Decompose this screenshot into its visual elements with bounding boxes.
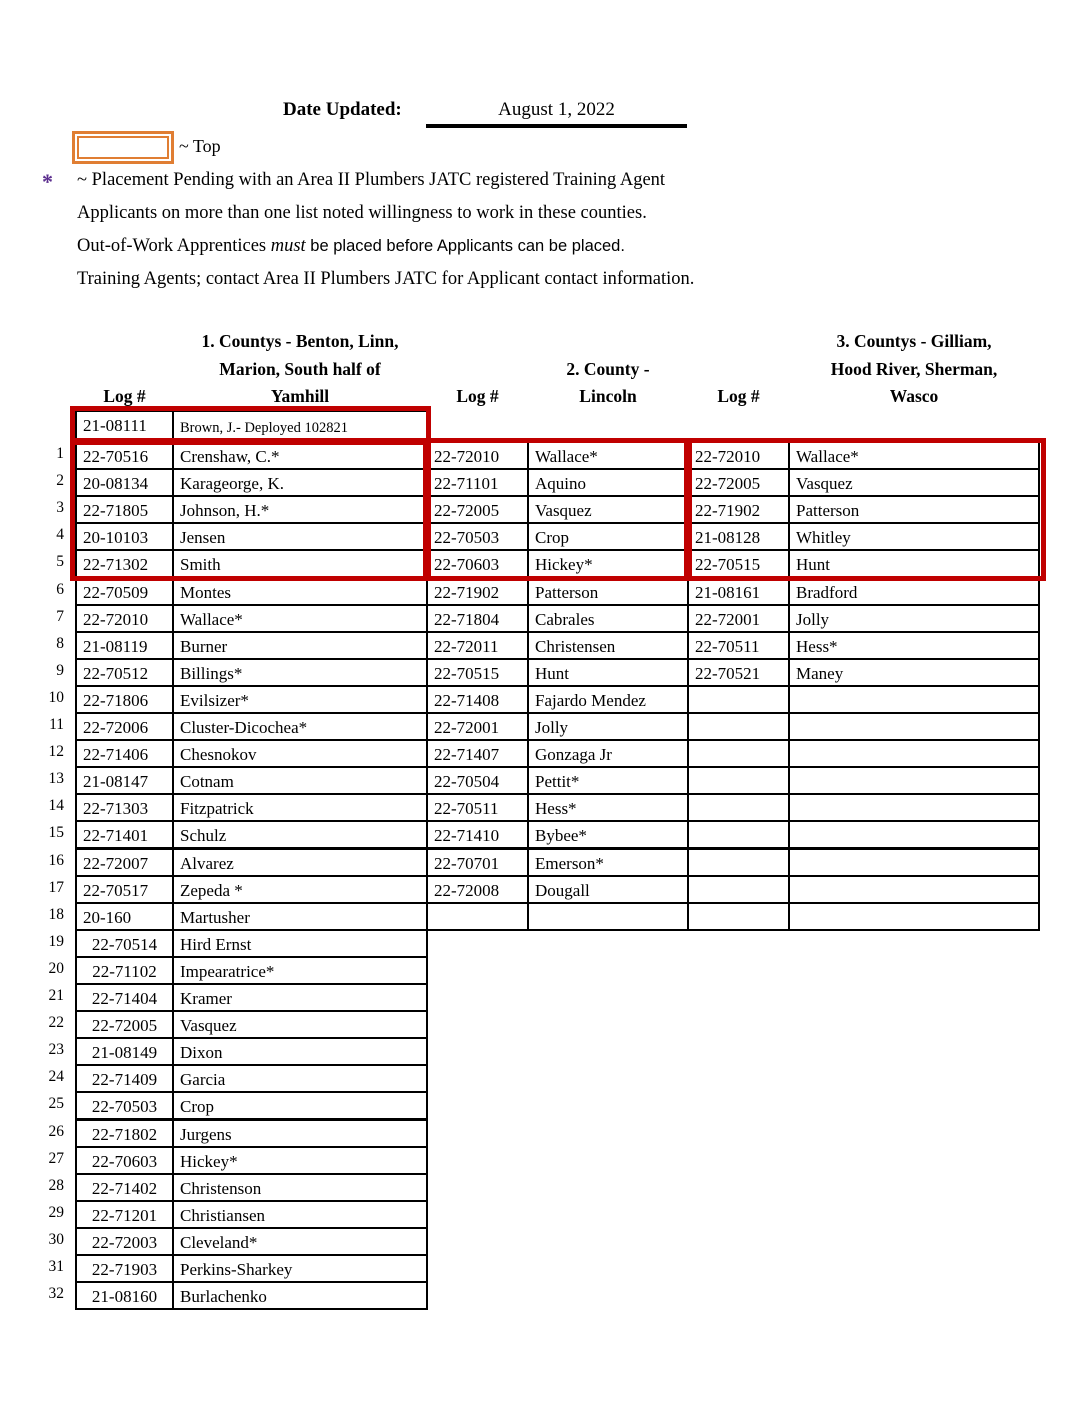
- note-training-agents: Training Agents; contact Area II Plumbers JATC for Applicant contact information.: [77, 269, 695, 289]
- g2-name-cell: Pettit*: [527, 766, 689, 795]
- g1-name-cell: Alvarez: [172, 848, 428, 877]
- g2-name-cell: Hickey*: [527, 549, 689, 578]
- g1-name-cell: Hird Ernst: [172, 929, 428, 958]
- g1-name-cell: Burlachenko: [172, 1281, 428, 1310]
- date-underline: [426, 124, 687, 128]
- g3-log-cell: [687, 820, 790, 849]
- g3-name-cell: [788, 685, 1040, 714]
- g1-name-cell: Karageorge, K.: [172, 468, 428, 497]
- g1-name-cell: Evilsizer*: [172, 685, 428, 714]
- g1-name-cell: Burner: [172, 631, 428, 660]
- g3-name-cell: Patterson: [788, 495, 1040, 524]
- g1-name-cell: Zepeda *: [172, 875, 428, 904]
- row-number: 6: [56, 580, 64, 598]
- g1-log-cell: 22-70512: [75, 658, 174, 687]
- g1-log-cell: 22-71805: [75, 495, 174, 524]
- g1-name-cell: Christiansen: [172, 1200, 428, 1229]
- g2-name-cell: Fajardo Mendez: [527, 685, 689, 714]
- g2-name-cell: Patterson: [527, 577, 689, 606]
- note-multiple-lists: Applicants on more than one list noted willingness to work in these counties.: [77, 203, 647, 223]
- g2-log-cell: 22-70511: [426, 793, 529, 822]
- deployed-log-cell: 21-08111: [75, 410, 174, 443]
- g1-log-cell: 21-08160: [75, 1281, 174, 1310]
- g2-log-cell: 22-72011: [426, 631, 529, 660]
- group3-log-header: Log #: [717, 386, 760, 406]
- g1-log-cell: 22-70509: [75, 577, 174, 606]
- g3-log-cell: [687, 685, 790, 714]
- g2-name-cell: Jolly: [527, 712, 689, 741]
- note-out-of-work-pre: Out-of-Work Apprentices: [77, 236, 271, 256]
- row-number: 29: [48, 1203, 64, 1221]
- group3-header-line: Hood River, Sherman,: [830, 358, 998, 379]
- g1-name-cell: Martusher: [172, 902, 428, 931]
- date-updated-label: Date Updated:: [283, 99, 402, 120]
- g3-log-cell: 22-72005: [687, 468, 790, 497]
- g1-log-cell: 22-72005: [75, 1010, 174, 1039]
- g3-name-cell: [788, 848, 1040, 877]
- g1-log-cell: 22-70503: [75, 1091, 174, 1120]
- g1-log-cell: 22-71903: [75, 1254, 174, 1283]
- group3-header-line: 3. Countys - Gilliam,: [836, 331, 992, 351]
- g1-name-cell: Schulz: [172, 820, 428, 849]
- g1-name-cell: Jurgens: [172, 1119, 428, 1148]
- g2-name-cell: Gonzaga Jr: [527, 739, 689, 768]
- g1-name-cell: Chesnokov: [172, 739, 428, 768]
- g3-name-cell: Whitley: [788, 522, 1040, 551]
- g2-log-cell: 22-72005: [426, 495, 529, 524]
- g1-log-cell: 22-70514: [75, 929, 174, 958]
- g2-log-cell: 22-72010: [426, 441, 529, 470]
- asterisk-marker: *: [42, 169, 53, 194]
- group2-header-line: Lincoln: [579, 386, 637, 406]
- g1-log-cell: 20-08134: [75, 468, 174, 497]
- row-number: 23: [48, 1041, 64, 1059]
- g1-log-cell: 22-71401: [75, 820, 174, 849]
- g3-name-cell: [788, 712, 1040, 741]
- g1-log-cell: 22-71409: [75, 1064, 174, 1093]
- g3-name-cell: [788, 902, 1040, 931]
- g2-log-cell: 22-71410: [426, 820, 529, 849]
- deployed-name-cell: Brown, J.- Deployed 102821: [172, 410, 428, 443]
- g2-log-cell: 22-71408: [426, 685, 529, 714]
- g1-log-cell: 20-10103: [75, 522, 174, 551]
- g3-name-cell: Maney: [788, 658, 1040, 687]
- legend-orange-box: [72, 131, 174, 164]
- group1-header-line: Marion, South half of: [219, 358, 381, 379]
- g1-name-cell: Jensen: [172, 522, 428, 551]
- group2-log-header: Log #: [456, 386, 499, 406]
- g1-name-cell: Montes: [172, 577, 428, 606]
- group1-header-line: Yamhill: [270, 386, 330, 406]
- g1-name-cell: Cluster-Dicochea*: [172, 712, 428, 741]
- row-number: 19: [48, 932, 64, 950]
- note-out-of-work: [77, 236, 625, 257]
- g3-log-cell: [687, 739, 790, 768]
- g1-log-cell: 20-160: [75, 902, 174, 931]
- row-number: 21: [48, 987, 64, 1004]
- g2-log-cell: 22-70603: [426, 549, 529, 578]
- g2-log-cell: 22-71804: [426, 604, 529, 633]
- g2-name-cell: Hunt: [527, 658, 689, 687]
- g1-name-cell: Cotnam: [172, 766, 428, 795]
- g1-log-cell: 22-70517: [75, 875, 174, 904]
- g1-log-cell: 22-71303: [75, 793, 174, 822]
- g2-name-cell: [527, 902, 689, 931]
- row-number: 10: [48, 688, 64, 706]
- note-out-of-work-must: must: [270, 236, 306, 256]
- g3-name-cell: [788, 820, 1040, 849]
- g1-name-cell: Kramer: [172, 983, 428, 1012]
- g3-log-cell: 22-72001: [687, 604, 790, 633]
- row-number: 13: [48, 770, 64, 788]
- g2-log-cell: 22-70515: [426, 658, 529, 687]
- row-number: 32: [48, 1285, 64, 1303]
- g2-log-cell: 22-72008: [426, 875, 529, 904]
- g3-log-cell: 21-08161: [687, 577, 790, 606]
- g1-log-cell: 22-72010: [75, 604, 174, 633]
- g1-log-cell: 22-72003: [75, 1227, 174, 1256]
- row-number: 15: [48, 824, 64, 842]
- g1-name-cell: Dixon: [172, 1037, 428, 1066]
- row-number: 26: [48, 1122, 64, 1140]
- row-number: 12: [48, 743, 64, 761]
- g1-name-cell: Crop: [172, 1091, 428, 1120]
- group2-header-line: 2. County -: [566, 358, 650, 379]
- row-number: 30: [48, 1230, 64, 1248]
- group3-header-line: Wasco: [889, 386, 939, 406]
- g1-name-cell: Wallace*: [172, 604, 428, 633]
- row-number: 25: [48, 1095, 64, 1113]
- g3-name-cell: [788, 793, 1040, 822]
- row-number: 20: [48, 959, 64, 977]
- g3-name-cell: [788, 766, 1040, 795]
- g1-log-cell: 22-71806: [75, 685, 174, 714]
- row-number: 17: [48, 878, 64, 896]
- g2-log-cell: 22-70503: [426, 522, 529, 551]
- g1-name-cell: Cleveland*: [172, 1227, 428, 1256]
- row-number: 2: [56, 472, 64, 490]
- g3-log-cell: 22-70515: [687, 549, 790, 578]
- g2-log-cell: 22-71902: [426, 577, 529, 606]
- g2-name-cell: Dougall: [527, 875, 689, 904]
- g2-log-cell: 22-71407: [426, 739, 529, 768]
- g3-log-cell: 22-70511: [687, 631, 790, 660]
- g3-name-cell: Hess*: [788, 631, 1040, 660]
- g1-log-cell: 22-71201: [75, 1200, 174, 1229]
- g2-name-cell: Crop: [527, 522, 689, 551]
- g2-log-cell: 22-70701: [426, 848, 529, 877]
- g1-name-cell: Hickey*: [172, 1146, 428, 1175]
- g1-name-cell: Impearatrice*: [172, 956, 428, 985]
- g1-log-cell: 22-72006: [75, 712, 174, 741]
- g1-log-cell: 22-70603: [75, 1146, 174, 1175]
- row-number: 31: [48, 1258, 64, 1275]
- row-number: 5: [56, 553, 64, 571]
- g1-log-cell: 22-71102: [75, 956, 174, 985]
- g3-name-cell: Jolly: [788, 604, 1040, 633]
- row-number: 11: [49, 716, 64, 733]
- g2-name-cell: Hess*: [527, 793, 689, 822]
- row-number: 7: [56, 607, 64, 625]
- g1-log-cell: 22-70516: [75, 441, 174, 470]
- g2-name-cell: Christensen: [527, 631, 689, 660]
- g1-log-cell: 22-71406: [75, 739, 174, 768]
- row-number: 1: [56, 445, 64, 462]
- group1-log-header: Log #: [103, 386, 146, 406]
- g3-name-cell: [788, 739, 1040, 768]
- row-number: 3: [56, 499, 64, 517]
- g1-name-cell: Garcia: [172, 1064, 428, 1093]
- g1-log-cell: 21-08147: [75, 766, 174, 795]
- row-number: 4: [56, 526, 64, 544]
- g1-name-cell: Crenshaw, C.*: [172, 441, 428, 470]
- row-number: 18: [48, 905, 64, 923]
- date-updated-value: August 1, 2022: [498, 99, 615, 120]
- top-link[interactable]: ~ Top: [179, 136, 221, 156]
- g1-name-cell: Christenson: [172, 1173, 428, 1202]
- row-number: 28: [48, 1176, 64, 1194]
- g1-log-cell: 22-71802: [75, 1119, 174, 1148]
- row-number: 27: [48, 1149, 64, 1167]
- g1-name-cell: Smith: [172, 549, 428, 578]
- g3-name-cell: Hunt: [788, 549, 1040, 578]
- g3-log-cell: 22-71902: [687, 495, 790, 524]
- g2-name-cell: Emerson*: [527, 848, 689, 877]
- g2-log-cell: [426, 902, 529, 931]
- g2-name-cell: Cabrales: [527, 604, 689, 633]
- row-number: 9: [56, 661, 64, 679]
- g3-name-cell: Vasquez: [788, 468, 1040, 497]
- note-placement-pending: ~ Placement Pending with an Area II Plumbers JATC registered Training Agent: [77, 170, 666, 190]
- g2-name-cell: Aquino: [527, 468, 689, 497]
- g1-log-cell: 22-71402: [75, 1173, 174, 1202]
- g1-log-cell: 22-71302: [75, 549, 174, 578]
- g3-name-cell: Wallace*: [788, 441, 1040, 470]
- g1-name-cell: Perkins-Sharkey: [172, 1254, 428, 1283]
- g1-name-cell: Johnson, H.*: [172, 495, 428, 524]
- g3-log-cell: 21-08128: [687, 522, 790, 551]
- g1-log-cell: 22-71404: [75, 983, 174, 1012]
- g1-name-cell: Fitzpatrick: [172, 793, 428, 822]
- row-number: 14: [48, 797, 64, 815]
- g3-name-cell: [788, 875, 1040, 904]
- g2-name-cell: Vasquez: [527, 495, 689, 524]
- g1-name-cell: Billings*: [172, 658, 428, 687]
- g3-log-cell: [687, 712, 790, 741]
- g3-log-cell: 22-72010: [687, 441, 790, 470]
- g2-name-cell: Bybee*: [527, 820, 689, 849]
- row-number: 16: [48, 851, 64, 869]
- note-out-of-work-post: be placed before Applicants can be placed.: [305, 237, 625, 255]
- group1-header-line: 1. Countys - Benton, Linn,: [201, 331, 399, 351]
- g1-log-cell: 21-08119: [75, 631, 174, 660]
- g3-log-cell: [687, 793, 790, 822]
- g3-log-cell: [687, 848, 790, 877]
- g3-log-cell: [687, 766, 790, 795]
- row-number: 22: [48, 1014, 64, 1032]
- g3-log-cell: [687, 902, 790, 931]
- g2-log-cell: 22-71101: [426, 468, 529, 497]
- g2-log-cell: 22-70504: [426, 766, 529, 795]
- g1-name-cell: Vasquez: [172, 1010, 428, 1039]
- row-number: 24: [48, 1068, 64, 1086]
- g1-log-cell: 22-72007: [75, 848, 174, 877]
- g2-log-cell: 22-72001: [426, 712, 529, 741]
- g2-name-cell: Wallace*: [527, 441, 689, 470]
- g1-log-cell: 21-08149: [75, 1037, 174, 1066]
- g3-name-cell: Bradford: [788, 577, 1040, 606]
- g3-log-cell: 22-70521: [687, 658, 790, 687]
- row-number: 8: [56, 634, 64, 652]
- g3-log-cell: [687, 875, 790, 904]
